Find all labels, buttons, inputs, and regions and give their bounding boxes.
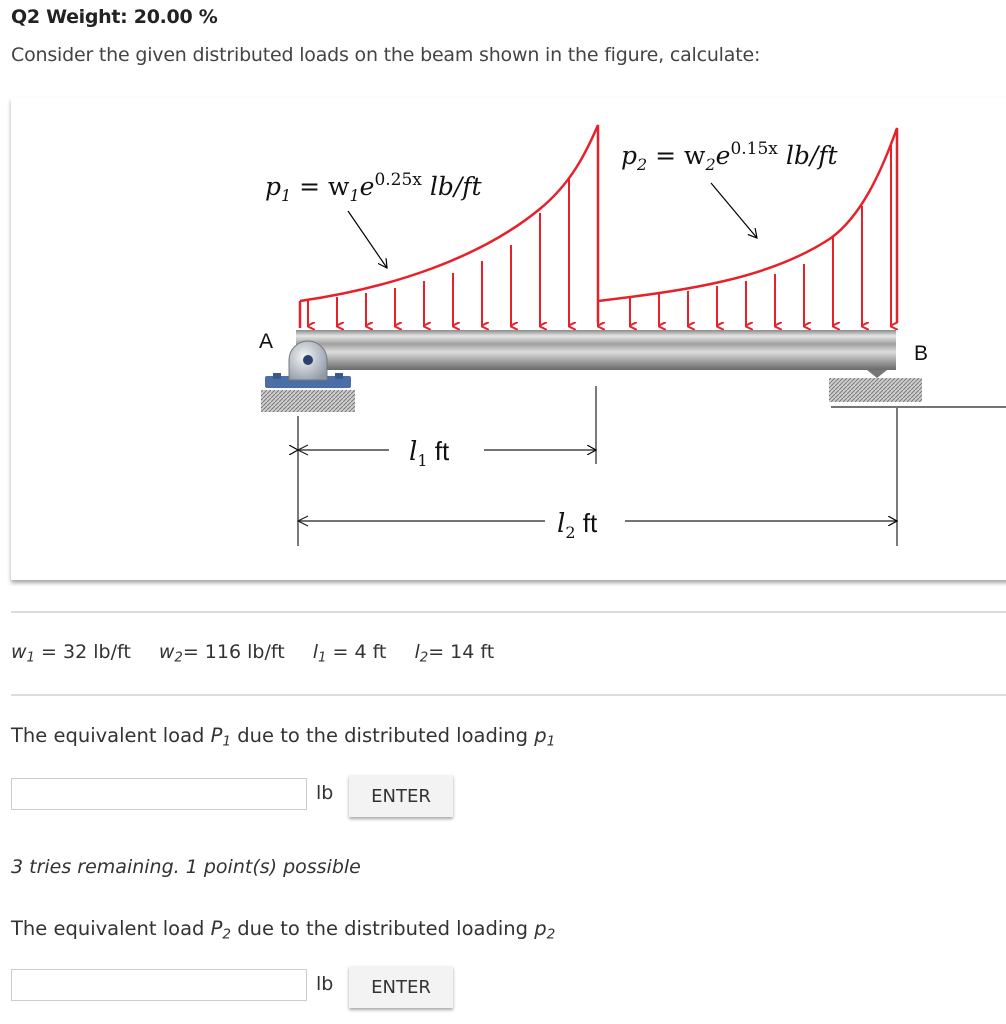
given-l1: $l_1 = 4$ ft [312,641,387,666]
beam-figure [11,98,1006,580]
question-title: Q2 Weight: 20.00 % [11,6,218,28]
divider-top [11,611,1006,613]
load-2-label [621,139,839,174]
part2-enter-button[interactable]: ENTER [349,966,453,1008]
support-b-label: B [914,342,929,365]
question-description: Consider the given distributed loads on the beam shown in the figure, calculate: [11,44,761,66]
dimension-l1-label: $l_1$ ft [409,436,450,470]
load-2-pointer [711,183,757,238]
roller-support-b [829,370,922,402]
beam [296,330,896,370]
part1-unit-label: lb [316,782,334,804]
dimension-lines [298,386,897,546]
given-w2: $w_2= 116$ lb/ft [158,641,285,666]
divider-bottom [11,694,1006,696]
dimension-l2-label: $l_2$ ft [557,508,598,542]
part1-answer-input[interactable] [11,778,307,810]
part1-enter-button[interactable]: ENTER [349,775,453,817]
given-l2: $l_2= 14$ ft [414,641,495,666]
svg-text:p1 = w1e0.25x lb/ft: $p_1 = w_1e^{0.25x}$ lb/ft [265,170,482,205]
svg-text:p2 = w2e0.15x lb/ft: $p_2 = w_2e^{0.15x}$ lb/ft [621,139,838,174]
part2-prompt: The equivalent load $P_2$ due to the distributed loading $p_2$ [11,917,556,943]
given-w1: $w_1 = 32$ lb/ft [11,641,131,666]
load-1-pointer [348,211,387,268]
beam-diagram-svg [11,98,1006,580]
tries-remaining: 3 tries remaining. 1 point(s) possible [11,856,361,878]
distributed-load-1 [300,125,598,328]
part1-prompt: The equivalent load $P_1$ due to the distributed loading $p_1$ [11,724,556,750]
part2-answer-input[interactable] [11,969,307,1001]
support-a-label: A [259,330,274,353]
part2-unit-label: lb [316,973,334,995]
load-1-label [265,170,483,205]
given-values [11,641,516,665]
